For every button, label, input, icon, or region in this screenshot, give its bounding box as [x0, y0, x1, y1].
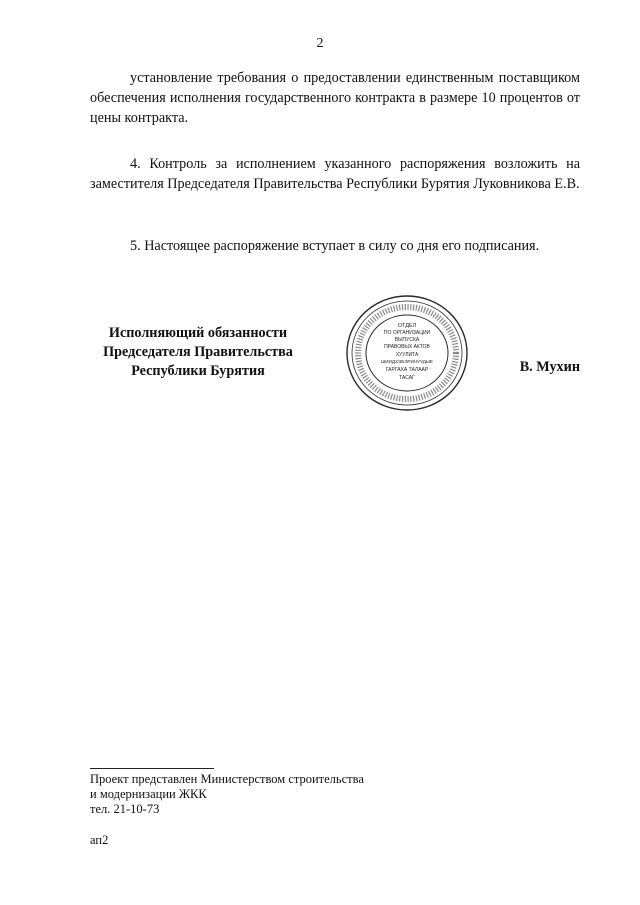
- paragraph-continuation: установление требования о предоставлении единственным поставщиком обеспечения исполнения государственного контракта в размере 10 процентов от цены контракта.: [90, 70, 580, 126]
- paragraph-5: 5. Настоящее распоряжение вступает в силу со дня его подписания.: [130, 238, 540, 254]
- footnote-line: и модернизации ЖКК: [90, 787, 207, 801]
- signatory-name: В. Мухин: [519, 359, 580, 375]
- seal-line: ПО ОРГАНИЗАЦИИ: [383, 330, 431, 336]
- document-code: ап2: [90, 833, 109, 847]
- footnote: [90, 772, 364, 817]
- signatory-title: [86, 324, 310, 381]
- seal-line: ГАРГАХА ТАЛААР: [385, 367, 429, 373]
- seal-line: ПРАВОВЫХ АКТОВ: [384, 344, 430, 350]
- seal-line: ОТДЕЛ: [397, 323, 417, 329]
- page-number: 2: [316, 36, 324, 51]
- signatory-title-line: Исполняющий обязанности: [108, 325, 288, 341]
- paragraph-4: 4. Контроль за исполнением указанного распоряжения возложить на заместителя Председателя Правительства Республики Бурятия Луковникова Е.В.: [90, 156, 580, 192]
- signatory-title-line: Председателя Правительства: [103, 344, 293, 360]
- official-seal: [344, 293, 470, 413]
- signatory-title-line: Республики Бурятия: [131, 363, 265, 379]
- seal-line: ВЫПУСКА: [394, 337, 420, 343]
- footnote-line: Проект представлен Министерством строительства: [90, 772, 364, 786]
- footnote-line: тел. 21-10-73: [90, 802, 160, 816]
- seal-line: ТАСАГ: [399, 375, 415, 381]
- footnote-rule: [90, 768, 214, 769]
- seal-line: ХУУЛИТА: [395, 352, 419, 358]
- seal-line: ШИИДХЭБЭРИНУУДЫЕ: [381, 359, 433, 364]
